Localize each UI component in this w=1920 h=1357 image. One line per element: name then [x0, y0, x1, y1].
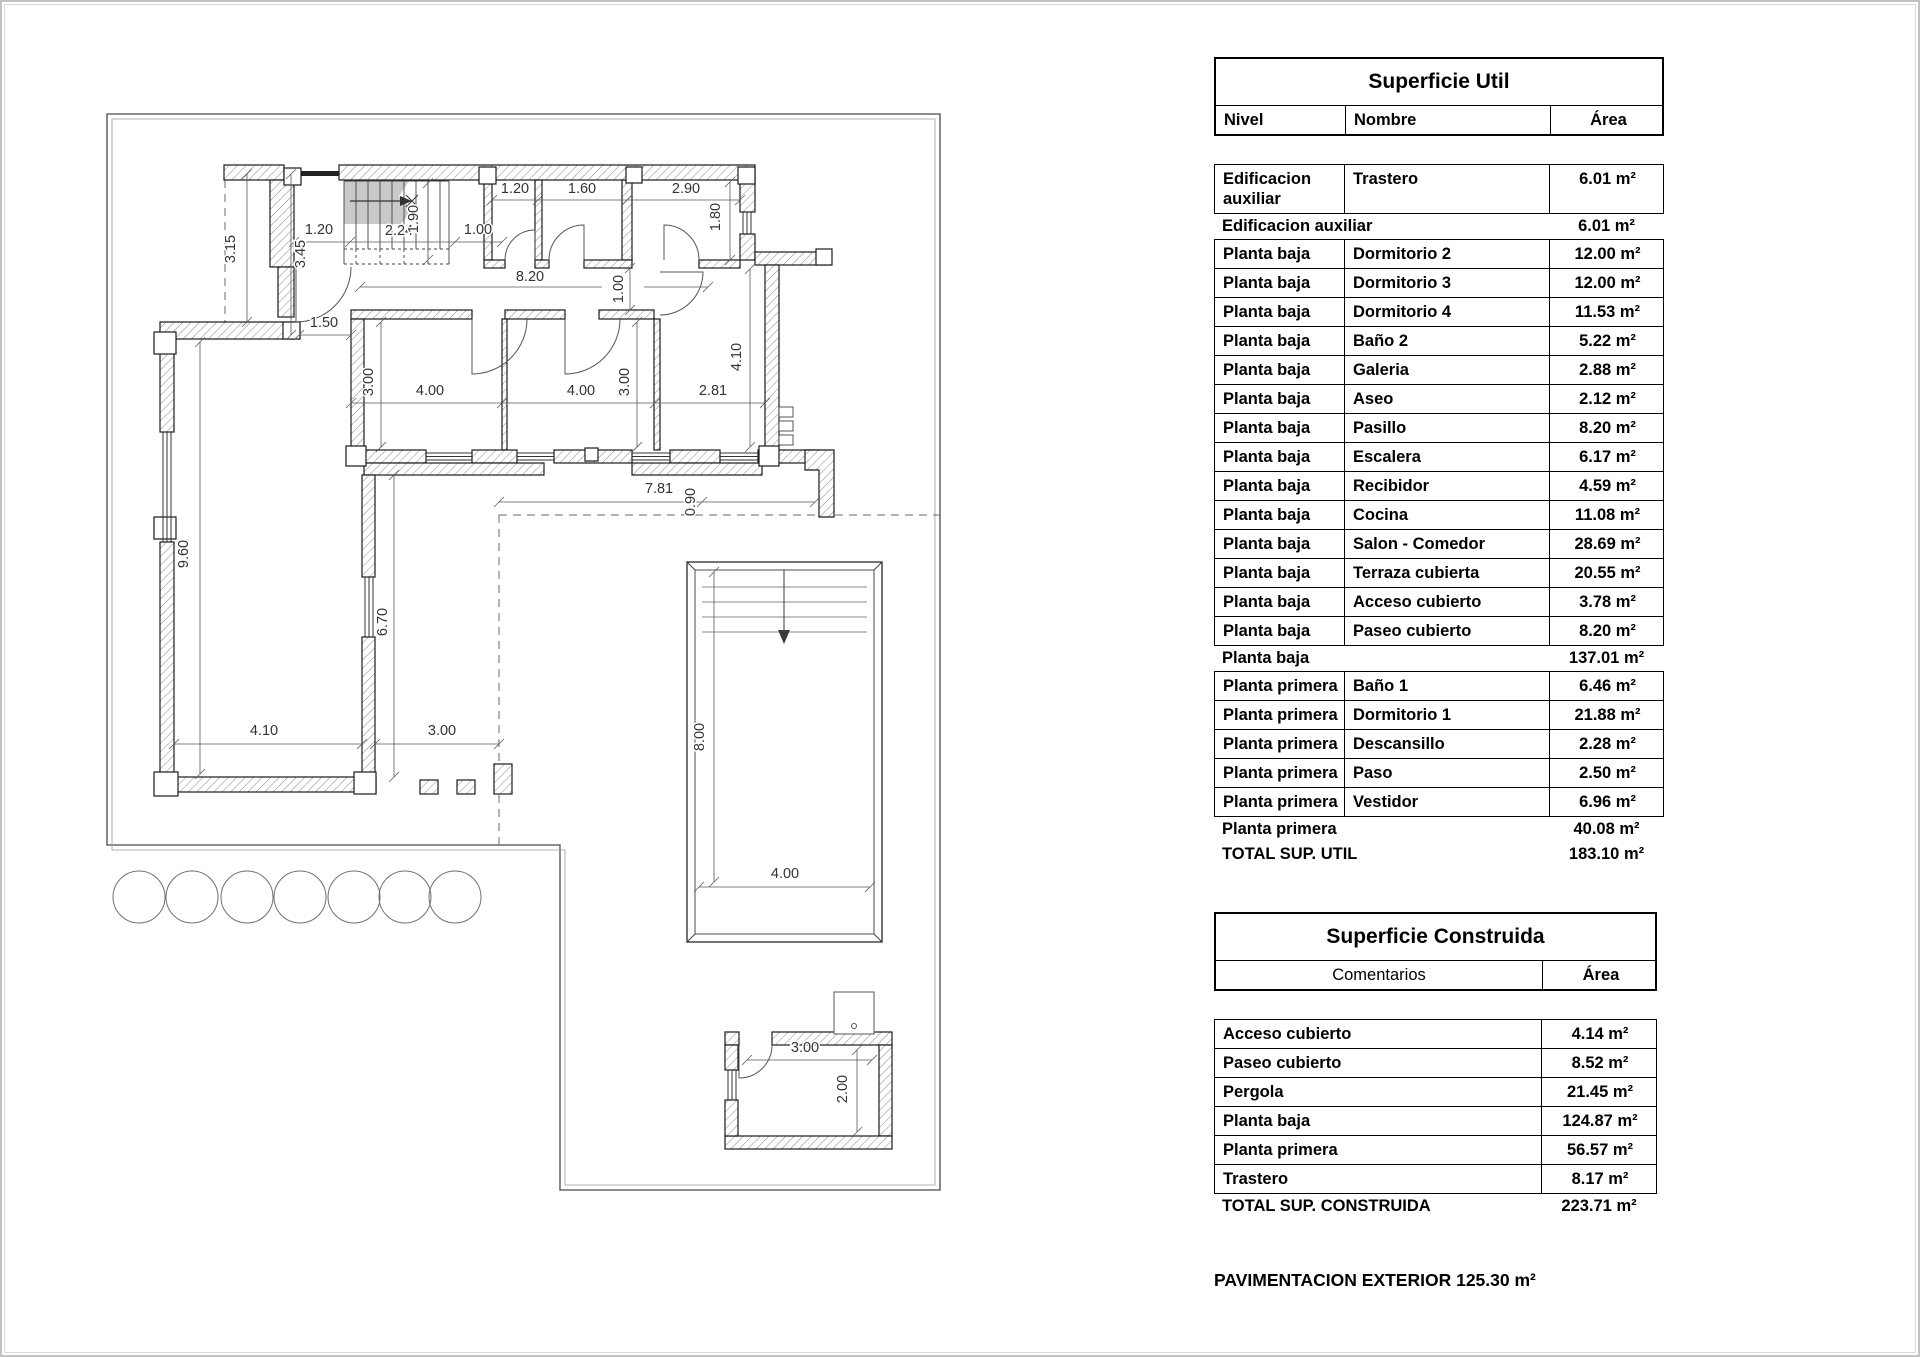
table-cell: Pasillo: [1345, 414, 1550, 442]
util-table-block: [1214, 671, 1664, 817]
construida-data-row: [1215, 1048, 1656, 1077]
table-cell: Recibidor: [1345, 472, 1550, 500]
table-cell: Planta baja: [1215, 617, 1345, 645]
table-cell: Planta baja: [1215, 530, 1345, 558]
dim-label: 1.90: [406, 204, 422, 234]
table-cell: 183.10 m²: [1568, 845, 1645, 863]
table-cell: Planta primera: [1222, 820, 1337, 838]
dim-label: 2.24: [384, 223, 414, 239]
table-cell: 11.08 m²: [1574, 506, 1641, 524]
table-cell: 20.55 m²: [1574, 564, 1641, 582]
table-cell: Trastero: [1345, 165, 1550, 213]
util-data-row: [1215, 326, 1663, 355]
util-data-row: [1215, 529, 1663, 558]
dim-label: 1.20: [304, 222, 334, 238]
lintel: [301, 171, 339, 176]
table-cell: Planta baja: [1215, 385, 1345, 413]
table-cell: Planta baja: [1215, 443, 1345, 471]
dim-label: 0.90: [683, 487, 699, 517]
table-cell: Edificacion auxiliar: [1215, 165, 1345, 213]
table-cell: 4.14 m²: [1571, 1025, 1629, 1043]
construida-table-body: [1214, 1019, 1657, 1219]
construida-data-row: [1215, 1164, 1656, 1193]
util-data-row: [1215, 240, 1663, 268]
table-cell: 21.45 m²: [1566, 1083, 1634, 1101]
table-cell: 124.87 m²: [1562, 1112, 1638, 1130]
table-cell: Planta primera: [1215, 788, 1345, 816]
table-cell: Paseo cubierto: [1215, 1049, 1542, 1077]
util-data-row: [1215, 413, 1663, 442]
table-cell: Acceso cubierto: [1215, 1020, 1542, 1048]
dim-label: 8.20: [515, 269, 545, 285]
dim-label: 4.00: [415, 383, 445, 399]
table-cell: 2.28 m²: [1579, 735, 1636, 753]
util-table-block: [1214, 239, 1664, 646]
util-subtotal-row: [1214, 646, 1664, 671]
table-cell: 8.17 m²: [1571, 1170, 1629, 1188]
floor-plan: [2, 2, 1002, 1357]
util-data-row: [1215, 729, 1663, 758]
table-cell: Trastero: [1215, 1165, 1542, 1193]
table-cell: Dormitorio 4: [1345, 298, 1550, 326]
util-total-row: [1214, 842, 1664, 867]
table-cell: Galeria: [1345, 356, 1550, 384]
table-cell: 6.17 m²: [1579, 448, 1636, 466]
dim-label: 4.00: [566, 383, 596, 399]
dim-label: 3.00: [427, 723, 457, 739]
table-cell: Paso: [1345, 759, 1550, 787]
table-cell: Baño 1: [1345, 672, 1550, 700]
table-cell: Dormitorio 2: [1345, 240, 1550, 268]
construida-table-header-box: [1214, 912, 1657, 991]
table-cell: 8.20 m²: [1579, 622, 1636, 640]
table-cell: 5.22 m²: [1579, 332, 1636, 350]
table-cell: Planta baja: [1215, 240, 1345, 268]
util-data-row: [1215, 165, 1663, 213]
table-cell: 6.96 m²: [1579, 793, 1636, 811]
dim-label: 1.60: [567, 181, 597, 197]
pavimentacion-footnote: PAVIMENTACION EXTERIOR 125.30 m²: [1214, 1270, 1536, 1290]
dim-label: 9.60: [176, 539, 192, 569]
dim-label: 3.00: [361, 367, 377, 397]
dim-label: 4.10: [249, 723, 279, 739]
util-data-row: [1215, 384, 1663, 413]
superficie-util-table: [1214, 57, 1664, 867]
table-cell: Salon - Comedor: [1345, 530, 1550, 558]
dim-label: 3.45: [293, 239, 309, 269]
superficie-construida-table: [1214, 912, 1657, 1219]
table-cell: Planta baja: [1215, 501, 1345, 529]
dim-label: 2.00: [835, 1074, 851, 1104]
shutter-boxes: [779, 407, 793, 445]
table-cell: Planta baja: [1215, 472, 1345, 500]
dim-label: 2.81: [698, 383, 728, 399]
construida-data-row: [1215, 1020, 1656, 1048]
dim-label: 6.70: [375, 607, 391, 637]
water-heater: [834, 992, 874, 1034]
dim-label: 3.00: [790, 1040, 820, 1056]
table-cell: 223.71 m²: [1561, 1197, 1637, 1215]
dim-label: 8.00: [692, 722, 708, 752]
table-cell: 56.57 m²: [1566, 1141, 1634, 1159]
construida-column-headers: [1216, 961, 1655, 989]
column-header: Área: [1590, 111, 1627, 129]
table-cell: Terraza cubierta: [1345, 559, 1550, 587]
util-data-row: [1215, 700, 1663, 729]
table-cell: 28.69 m²: [1574, 535, 1641, 553]
table-cell: Aseo: [1345, 385, 1550, 413]
column-header: Área: [1582, 966, 1620, 984]
construida-data-row: [1215, 1135, 1656, 1164]
table-cell: 8.20 m²: [1579, 419, 1636, 437]
util-data-row: [1215, 297, 1663, 326]
util-table-title: Superficie Util: [1216, 59, 1662, 106]
dim-label: 2.90: [671, 181, 701, 197]
util-table-block: [1214, 164, 1664, 214]
table-cell: Edificacion auxiliar: [1222, 217, 1373, 235]
column-header: Nivel: [1216, 106, 1346, 134]
table-cell: Planta baja: [1215, 559, 1345, 587]
construida-table-title: Superficie Construida: [1216, 914, 1655, 961]
table-cell: 137.01 m²: [1568, 649, 1645, 667]
trees: [113, 871, 481, 923]
util-data-row: [1215, 587, 1663, 616]
table-cell: Paseo cubierto: [1345, 617, 1550, 645]
windows: [163, 212, 758, 1100]
table-cell: 2.12 m²: [1579, 390, 1636, 408]
table-cell: 8.52 m²: [1571, 1054, 1629, 1072]
table-cell: Planta baja: [1215, 356, 1345, 384]
table-cell: 3.78 m²: [1579, 593, 1636, 611]
table-cell: Descansillo: [1345, 730, 1550, 758]
util-data-row: [1215, 268, 1663, 297]
table-cell: Planta baja: [1215, 327, 1345, 355]
table-cell: 21.88 m²: [1574, 706, 1641, 724]
table-cell: 4.59 m²: [1579, 477, 1636, 495]
dim-label: 4.10: [729, 342, 745, 372]
dim-label: 1.80: [708, 202, 724, 232]
table-cell: Planta baja: [1215, 298, 1345, 326]
table-cell: Dormitorio 1: [1345, 701, 1550, 729]
util-column-headers: [1216, 106, 1662, 134]
table-cell: 6.46 m²: [1579, 677, 1636, 695]
table-cell: Acceso cubierto: [1345, 588, 1550, 616]
pool: [687, 562, 882, 942]
table-cell: 12.00 m²: [1574, 245, 1641, 263]
table-cell: TOTAL SUP. UTIL: [1222, 845, 1358, 863]
floor-plan-svg: [2, 2, 1002, 1357]
table-cell: Vestidor: [1345, 788, 1550, 816]
dim-label: 1.50: [309, 315, 339, 331]
column-header: Comentarios: [1216, 961, 1543, 989]
util-data-row: [1215, 442, 1663, 471]
util-data-row: [1215, 500, 1663, 529]
util-data-row: [1215, 616, 1663, 645]
table-cell: 6.01 m²: [1578, 217, 1635, 235]
table-cell: Planta baja: [1222, 649, 1310, 667]
table-cell: Planta baja: [1215, 269, 1345, 297]
util-subtotal-row: [1214, 214, 1664, 239]
dim-label: 1.00: [611, 274, 627, 304]
table-cell: 6.01 m²: [1579, 170, 1636, 188]
dim-label: 4.00: [770, 866, 800, 882]
construida-data-row: [1215, 1077, 1656, 1106]
util-subtotal-row: [1214, 817, 1664, 842]
dim-label: 3.00: [617, 367, 633, 397]
table-cell: Planta primera: [1215, 701, 1345, 729]
dim-label: 3.15: [223, 234, 239, 264]
util-data-row: [1215, 787, 1663, 816]
util-data-row: [1215, 758, 1663, 787]
construida-data-row: [1215, 1106, 1656, 1135]
util-data-row: [1215, 672, 1663, 700]
table-cell: Escalera: [1345, 443, 1550, 471]
table-cell: Planta primera: [1215, 1136, 1542, 1164]
table-cell: Planta baja: [1215, 588, 1345, 616]
table-cell: 2.88 m²: [1579, 361, 1636, 379]
table-cell: TOTAL SUP. CONSTRUIDA: [1222, 1197, 1431, 1215]
table-cell: Baño 2: [1345, 327, 1550, 355]
table-cell: Planta primera: [1215, 759, 1345, 787]
table-cell: 40.08 m²: [1573, 820, 1640, 838]
table-cell: 2.50 m²: [1579, 764, 1636, 782]
table-cell: 11.53 m²: [1574, 303, 1641, 321]
table-cell: Pergola: [1215, 1078, 1542, 1106]
table-cell: Dormitorio 3: [1345, 269, 1550, 297]
table-cell: Cocina: [1345, 501, 1550, 529]
util-data-row: [1215, 558, 1663, 587]
construida-table-block: [1214, 1019, 1657, 1194]
dim-label: 7.81: [644, 481, 674, 497]
util-data-row: [1215, 471, 1663, 500]
util-table-body: [1214, 164, 1664, 867]
util-table-header-box: [1214, 57, 1664, 136]
util-data-row: [1215, 355, 1663, 384]
table-cell: Planta primera: [1215, 730, 1345, 758]
column-header: Nombre: [1346, 106, 1551, 134]
table-cell: Planta baja: [1215, 414, 1345, 442]
table-cell: Planta baja: [1215, 1107, 1542, 1135]
dim-label: 1.20: [500, 181, 530, 197]
table-cell: 12.00 m²: [1574, 274, 1641, 292]
dim-label: 1.00: [463, 222, 493, 238]
table-cell: Planta primera: [1215, 672, 1345, 700]
construida-total-row: [1214, 1194, 1657, 1219]
